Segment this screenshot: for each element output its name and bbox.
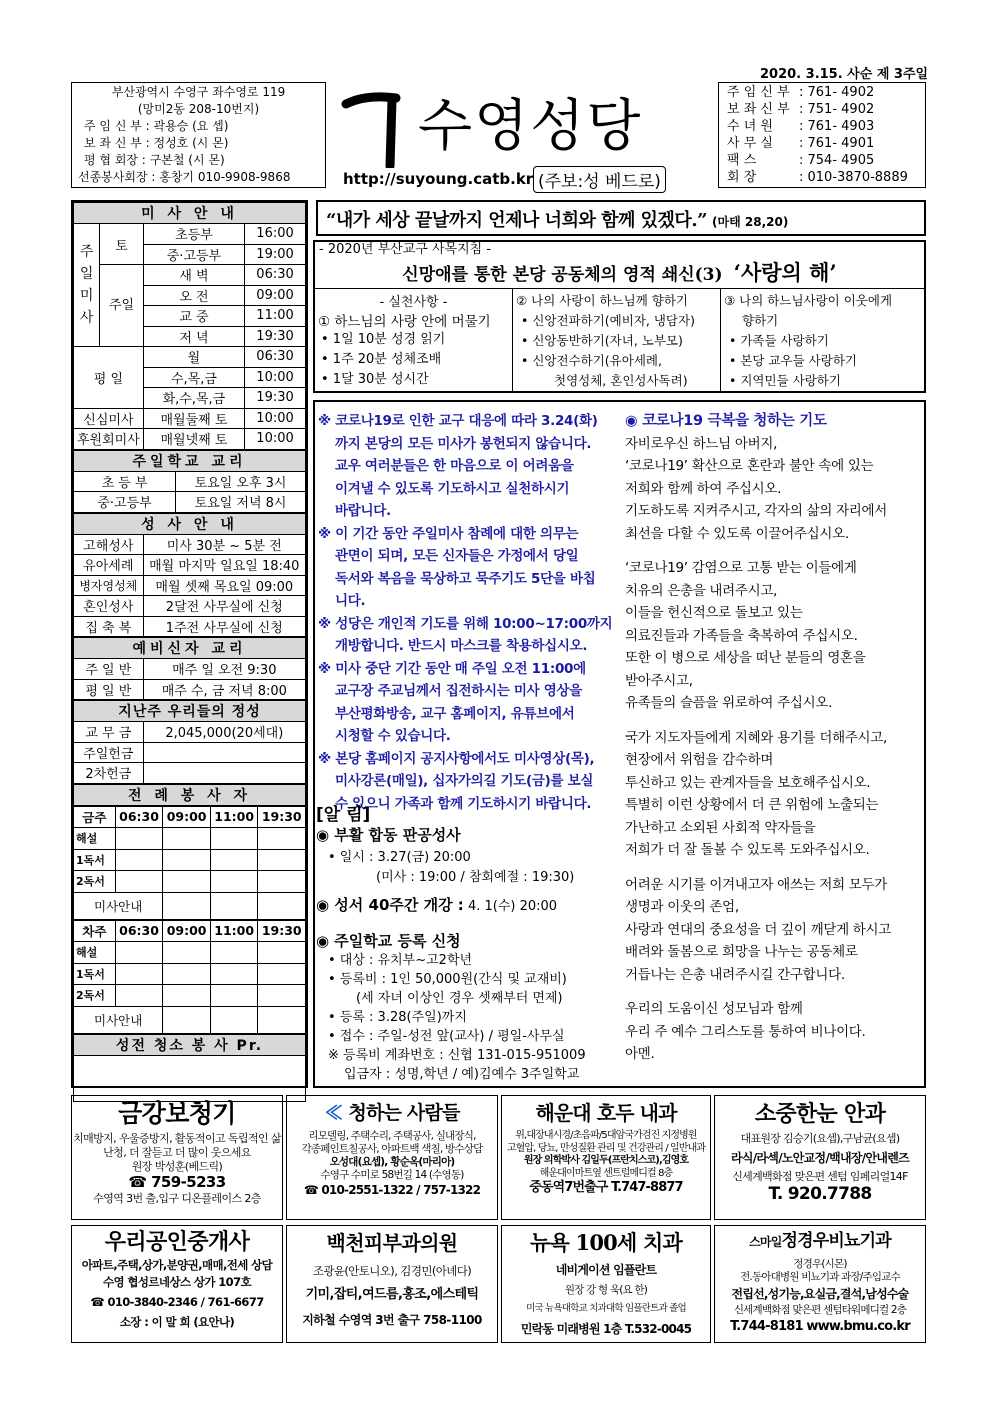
mass-name: 월 [143,347,244,368]
contact-value: : 761- 4902 [799,85,875,100]
announcement-line: 입금자 : 성명,학년 / 예)김예수 3주일학교 [344,1067,580,1082]
school-registration-heading: ◉ 주일학교 등록 신청 [316,932,461,950]
ad-line: 소장 : 이 말 희 (요안나) [119,1315,235,1330]
ad-phone: 중동역7번출구 T.747-8877 [529,1180,683,1195]
sacrament-name: 혼인성사 [74,596,144,617]
contact-label: 팩 스 [727,153,757,168]
mass-name: 새 벽 [143,265,244,286]
council-president: 평 협 회장 : 구본철 (시 몬) [84,153,225,167]
mass-name: 초등부 [143,224,244,245]
pastoral-item: 첫영성체, 혼인성사독려) [554,373,688,388]
notice-line: 수 있으니 가족과 함께 기도하시기 바랍니다. [335,795,592,812]
announcement-line: (세 자녀 이상인 경우 셋째부터 면제) [356,991,563,1006]
ad-line: 원장 박성훈(베드릭) [131,1159,223,1173]
pastoral-item: • 1주 20분 성체조배 [321,352,442,367]
date-line: 2020. 3.15. 사순 제 3주일 [760,67,929,82]
time-col: 19:30 [258,806,306,828]
prayer-line: 배려와 돌봄으로 희망을 나누는 공동체로 [625,944,858,960]
ad-line: 각종페인트칠공사, 아파트백 색칠, 방수상담 [301,1143,483,1156]
catechumen-class: 평 일 반 [74,679,144,700]
prayer-line: 거듭나는 은총 내려주시길 간구합니다. [625,966,845,983]
logo [336,86,708,168]
mass-title: 미 사 안 내 [74,203,306,224]
offering-name: 주일헌금 [74,742,144,763]
patron-label: (주보:성 베드로) [533,166,666,193]
prayer-line: ‘코로나19’ 감염으로 고통 받는 이들에게 [625,560,857,576]
mass-guide-label: 미사안내 [74,892,163,919]
sunday-label: 주일 [100,265,144,347]
pastoral-item: • 지역민들 사랑하기 [729,373,841,388]
announcement-line: • 등록 : 3.28(주일)까지 [328,1010,467,1025]
pastoral-item: • 본당 교우들 사랑하기 [729,353,857,368]
announcements-title: [알 림] [316,805,371,825]
ad-title: 백천피부과의원 [326,1231,458,1255]
logo-mark [336,86,426,168]
offering-value [143,742,305,763]
prayer-line: 우리의 도움이신 성모님과 함께 [625,1001,803,1017]
ad-line: 오성대(요셉), 황순옥(마리아) [329,1156,455,1169]
announcement-line: • 등록비 : 1인 50,000원(간식 및 교재비) [328,972,567,987]
notice-line: ※ 본당 홈페이지 공지사항에서도 미사영상(목), [318,750,595,767]
left-sidebar [71,200,308,1088]
pastoral-theme: 신망애를 통한 본당 공동체의 영적 쇄신(3) [402,265,723,285]
special-mass-time: 10:00 [245,408,306,429]
notice-line: 관면이 되며, 모든 신자들은 가정에서 당일 [335,548,579,564]
contact-value: : 010-3870-8889 [799,170,908,185]
prayer-line: 생명과 이웃의 존엄, [625,899,739,915]
role-label: 2독서 [74,985,116,1007]
prayer-line: 우리 주 예수 그리스도를 통하여 비나이다. [625,1023,866,1040]
pastoral-col-head: ② 나의 사랑이 하느님께 향하기 [516,293,689,308]
notice-line: 교구장 주교님께서 집전하시는 미사 영상을 [335,683,582,699]
time-col: 11:00 [210,806,258,828]
pastoral-item: • 신앙전수하기(유아세례, [521,353,662,368]
week-label: 금주 [74,806,116,828]
prayer-line: 저희와 함께 하여 주십시오. [625,480,782,497]
prayer-title: ◉ 코로나19 극복을 청하는 기도 [625,413,827,429]
ad-line: 해운대이마트옆 센트럴메디컬 8층 [539,1167,673,1179]
contact-value: : 761- 4903 [799,119,875,134]
prayer-line: 가난하고 소외된 사회적 약자들을 [625,819,816,836]
pastoral-item: • 1일 10분 성경 읽기 [321,332,446,347]
mass-name: 오 전 [143,285,244,306]
ad-line: 신세계백화점 맞은편 센텀 임페리얼14F [732,1169,908,1183]
announcement-line: • 접수 : 주일-성전 앞(교사) / 평일-사무실 [328,1029,565,1044]
contact-label: 주 임 신 부 [727,85,790,100]
sacrament-info: 매월 셋째 목요일 09:00 [143,575,305,596]
offering-table [73,700,306,784]
pastoral-col-2 [513,289,721,391]
contact-label: 보 좌 신 부 [727,102,790,117]
mass-time: 10:00 [245,367,306,388]
ad-line: 치매방지, 우울증방지, 활동적이고 독립적인 삶 [73,1132,281,1145]
logo-title: 수영성당 [418,94,643,159]
catechumen-table [73,637,306,700]
ad-title: 소중한눈 안과 [754,1101,886,1127]
school-time: 토요일 오후 3시 [176,471,306,492]
ad-phone: ☎ 010-2551-1322 / 757-1322 [303,1182,481,1197]
sacraments-table [73,513,306,638]
assistant-pastor: 보 좌 신 부 : 정성호 (시 몬) [84,136,229,150]
role-label: 1독서 [74,849,116,871]
offering-name: 2차헌금 [74,763,144,784]
time-col: 19:30 [258,920,306,942]
sacrament-info: 2달전 사무실에 신청 [143,596,305,617]
mass-time: 19:00 [245,244,306,265]
ad-title: 해운대 호두 내과 [535,1101,677,1125]
prayer-line: 자비로우신 하느님 아버지, [625,435,778,452]
pastoral-item: • 1달 30분 성시간 [321,372,429,387]
notice-line: 교우 여러분들은 한 마음으로 이 어려움을 [335,458,574,474]
easter-confession-heading: ◉ 부활 합동 판공성사 [316,826,461,844]
notice-line: ※ 코로나19로 인한 교구 대응에 따라 3.24(화) [318,413,598,429]
address: 부산광역시 수영구 좌수영로 119 [111,85,286,99]
sacrament-name: 병자영성체 [74,575,144,596]
mass-table [73,202,306,450]
servers-title: 전 례 봉 사 자 [74,784,306,805]
funeral-president: 선종봉사회장 : 홍창기 010-9908-9868 [78,170,291,184]
ad-realtor[interactable] [71,1225,283,1343]
special-mass-name: 신심미사 [74,408,144,429]
mass-time: 09:00 [245,285,306,306]
ad-phone: 민락동 미래병원 1층 T.532-0045 [520,1322,692,1336]
pastoral-heading: - 2020년 부산교구 사목지침 - [319,242,492,257]
ad-line: 기미,잡티,여드름,홍조,에스테틱 [305,1287,479,1302]
ad-phone: T.744-8181 www.bmu.co.kr [730,1319,910,1335]
wave-icon: ≪ [324,1102,349,1124]
ad-phone: ☎ 759-5233 [128,1173,226,1192]
sunday-mass-label: 주일미사 [74,224,100,347]
notices [318,410,612,815]
ad-line: 원장 강 형 욱(요 한) [564,1284,648,1296]
offering-title: 지난주 우리들의 정성 [74,701,306,722]
week-label: 차주 [74,920,116,942]
ad-internal-medicine[interactable] [501,1095,711,1220]
servers-this-week [73,806,306,920]
ad-line: 네비게이션 임플란트 [555,1263,657,1277]
bible-course-heading: ◉ 성서 40주간 개강 : [316,896,464,914]
ad-title: 우리공인중개사 [104,1229,250,1255]
contact-label: 사 무 실 [727,136,773,151]
notice-line: 까지 본당의 모든 미사가 봉헌되지 않습니다. [335,435,592,452]
catechumen-title: 예비신자 교리 [74,638,306,659]
prayer [625,410,923,1066]
notice-line: 니다. [335,593,366,609]
notice-line: 부산평화방송, 교구 홈페이지, 유튜브에서 [335,705,575,722]
mass-name: 화,수,목,금 [143,388,244,409]
sacrament-info: 1주전 사무실에 신청 [143,616,305,637]
special-mass-day: 매월둘째 토 [143,408,244,429]
time-col: 06:30 [115,806,163,828]
pastoral-box [313,240,926,393]
prayer-line: 현장에서 위험을 감수하며 [625,752,774,768]
notice-line: ※ 성당은 개인적 기도를 위해 10:00~17:00까지 [318,615,613,632]
pastoral-year: ‘사랑의 해’ [733,260,837,285]
special-mass-time: 10:00 [245,429,306,450]
ad-dermatology[interactable] [286,1225,498,1343]
prayer-line: 의료진들과 가족들을 축복하여 주십시오. [625,627,858,644]
notice-line: ※ 이 기간 동안 주일미사 참례에 대한 의무는 [318,525,579,542]
sacrament-name: 유아세례 [74,555,144,576]
prayer-line: 저희가 더 잘 돌볼 수 있도록 도와주십시오. [625,842,870,858]
prayer-line: 이들을 헌신적으로 돌보고 있는 [625,605,803,621]
mass-name: 수,목,금 [143,367,244,388]
ad-line: 전.동아대병원 비뇨기과 과장/주임교수 [740,1271,900,1284]
contact-label: 수 녀 원 [727,119,773,134]
quote-text: “내가 세상 끝날까지 언제나 너희와 함께 있겠다.” [326,210,707,231]
notice-line: 이겨낼 수 있도록 기도하시고 실천하시기 [335,480,570,497]
pastor: 주 임 신 부 : 곽용승 (요 셉) [84,119,229,133]
role-label: 1독서 [74,963,116,985]
time-col: 11:00 [210,920,258,942]
mass-time: 11:00 [245,306,306,327]
header-right-box [718,82,926,188]
school-group: 초 등 부 [74,471,176,492]
offering-name: 교 무 금 [74,722,144,743]
ad-title: 정경우비뇨기과 [781,1231,891,1251]
ad-title: 뉴욕 100세 치과 [530,1230,682,1255]
time-col: 06:30 [115,920,163,942]
pastoral-col-head: - 실천사항 - [379,295,448,310]
sacraments-title: 성 사 안 내 [74,513,306,534]
catechumen-time: 매주 일 오전 9:30 [143,659,305,680]
pastoral-item: • 신앙동반하기(자녀, 노부모) [521,333,683,348]
contact-value: : 761- 4901 [799,136,875,151]
school-group: 중·고등부 [74,492,176,513]
ad-line: 신세계백화점 맞은편 센텀타워메디컬 2층 [733,1304,907,1317]
address-detail: (망미2동 208-10번지) [137,102,260,116]
notice-line: 미사강론(매일), 십자가의길 기도(금)를 보실 [335,773,594,789]
ad-phone: 지하철 수영역 3번 출구 758-1100 [302,1313,482,1327]
mass-time: 19:30 [245,388,306,409]
announcements [316,800,616,1084]
prayer-line: 어려운 시기를 이겨내고자 애쓰는 저희 모두가 [625,876,888,893]
sacrament-info: 매월 마지막 일요일 18:40 [143,555,305,576]
pastoral-item: • 가족들 사랑하기 [729,333,829,348]
ad-line: 위,대장내시경/초음파/5대암국가검진 지정병원 [515,1130,697,1141]
ad-line: 대표원장 김승기(요셉),구남균(요셉) [740,1132,900,1145]
ad-line: 미국 뉴욕대학교 치과대학 임플란트과 졸업 [526,1303,686,1314]
ad-line: 전립선,성기능,요실금,결석,남성수술 [731,1287,909,1302]
quote-box [316,200,926,236]
catechumen-class: 주 일 반 [74,659,144,680]
school-time: 토요일 저녁 8시 [176,492,306,513]
prayer-line: 국가 지도자들에게 지혜와 용기를 더해주시고, [625,729,888,746]
contact-value: : 754- 4905 [799,153,875,168]
quote-reference: (마태 28,20) [712,215,789,229]
catechumen-time: 매주 수, 금 저녁 8:00 [143,679,305,700]
pastoral-col-3 [721,289,924,391]
time-col: 09:00 [163,920,211,942]
pastoral-item: • 신앙전파하기(예비자, 냉담자) [521,313,695,328]
weekday-label: 평 일 [74,347,144,409]
ad-interior[interactable] [286,1095,498,1220]
servers-next-week [73,920,306,1034]
notice-line: ※ 미사 중단 기간 동안 매 주일 오전 11:00에 [318,660,586,677]
prayer-line: 최선을 다할 수 있도록 이끌어주십시오. [625,525,849,542]
role-label: 해설 [74,828,116,850]
ad-line: 라식/라섹/노안교정/백내장/안내렌즈 [730,1150,910,1165]
ad-line: 리모델링, 주택수리, 주택공사, 실내장식, [308,1130,476,1142]
sunday-school-table [73,450,306,513]
prayer-line: 특별히 이런 상황에서 더 큰 위험에 노출되는 [625,797,879,813]
ad-urology[interactable] [714,1225,926,1343]
sacrament-info: 미사 30분 ~ 5분 전 [143,534,305,555]
prayer-line: 투신하고 있는 관계자들을 보호해주십시오. [625,774,871,791]
ad-line: 아파트,주택,상가,분양권,매매,전세 상담 [81,1258,273,1272]
ad-line: 조광윤(안토니오), 김경민(아녜다) [312,1264,472,1278]
ad-dental[interactable] [501,1225,711,1343]
role-label: 2독서 [74,871,116,893]
announcement-line: ※ 등록비 계좌번호 : 신협 131-015-951009 [328,1048,586,1063]
ad-title: 청하는 사람들 [348,1102,460,1124]
prayer-line: 받아주시고, [625,672,693,689]
offering-value [143,763,305,784]
prayer-line: 치유의 은총을 내려주시고, [625,582,778,599]
ad-line: 수영구 수미로 58번길 14 (수영동) [320,1169,464,1182]
ad-brand: 스마일 [749,1235,782,1249]
prayer-line: 또한 이 병으로 세상을 떠난 분들의 영혼을 [625,650,866,666]
ad-line: 정경우(시몬) [793,1258,847,1270]
pastoral-col-sub: 향하기 [742,313,779,328]
ad-eye-clinic[interactable] [714,1095,926,1220]
pastoral-col-head: ③ 나의 하느님사랑이 이웃에게 [724,293,893,308]
ad-line: 수영역 3번 출,입구 디온플레이스 2층 [93,1192,261,1205]
cleaning-title: 성전 청소 봉 사 Pr. [74,1034,306,1055]
ad-title: 금강보청기 [118,1099,236,1128]
website-url[interactable]: http://suyoung.catb.kr [343,170,534,188]
prayer-line: ‘코로나19’ 확산으로 혼란과 불안 속에 있는 [625,458,874,474]
sunday-school-title: 주일학교 교리 [74,450,306,471]
mass-time: 06:30 [245,347,306,368]
contact-value: : 751- 4902 [799,102,875,117]
pastoral-col-1 [315,289,513,391]
sacrament-name: 집 축 복 [74,616,144,637]
mass-guide-label: 미사안내 [74,1006,163,1033]
mass-name: 중·고등부 [143,244,244,265]
ad-phone: T. 920.7788 [768,1183,872,1204]
offering-value: 2,045,000(20세대) [143,722,305,743]
mass-time: 19:30 [245,326,306,347]
notice-line: 바랍니다. [335,503,391,519]
mass-name: 저 녁 [143,326,244,347]
ad-line: 수영 협성르네상스 상가 107호 [102,1275,251,1290]
special-mass-name: 후원회미사 [74,429,144,450]
ad-phone: ☎ 010-3840-2346 / 761-6677 [90,1295,264,1310]
pastoral-col-sub: ① 하느님의 사랑 안에 머물기 [318,314,491,330]
contact-label: 회 장 [727,170,757,185]
prayer-line: 유족들의 슬픔을 위로하여 주십시오. [625,695,833,711]
prayer-line: 사랑과 연대의 중요성을 더 깊이 깨닫게 하시고 [625,921,892,938]
ad-line: 고혈압, 당뇨, 만성질환 관리 및 건강관리 / 일반내과 [506,1142,706,1154]
servers-title-table [73,784,306,806]
prayer-line: 아멘. [625,1046,655,1062]
announcement-line: • 대상 : 유치부~고2학년 [328,953,473,968]
cleaning-table [73,1034,306,1102]
notice-line: 시청할 수 있습니다. [335,728,451,744]
notice-line: 개방합니다. 반드시 마스크를 착용하십시오. [335,638,588,654]
notice-line: 독서와 복음을 묵상하고 묵주기도 5단을 바칩 [335,570,596,587]
ad-hearing-aid[interactable] [71,1095,283,1220]
special-mass-day: 매월넷째 토 [143,429,244,450]
ad-line: 난청, 더 잘듣고 더 많이 웃으세요 [103,1145,251,1159]
mass-time: 16:00 [245,224,306,245]
ad-line: 원장 의학박사 김일두(프란치스코),김영호 [523,1155,689,1166]
announcement-line: • 일시 : 3.27(금) 20:00 [328,850,471,865]
mass-name: 교 중 [143,306,244,327]
bible-course-date: 4. 1(수) 20:00 [467,899,558,914]
role-label: 해설 [74,942,116,964]
sacrament-name: 고해성사 [74,534,144,555]
mass-time: 06:30 [245,265,306,286]
saturday-label: 토 [100,224,144,265]
time-col: 09:00 [163,806,211,828]
prayer-line: 기도하도록 지켜주시고, 각자의 삶의 자리에서 [625,503,888,519]
header-left-box [71,82,326,188]
announcement-line: (미사 : 19:00 / 참회예절 : 19:30) [376,870,575,885]
